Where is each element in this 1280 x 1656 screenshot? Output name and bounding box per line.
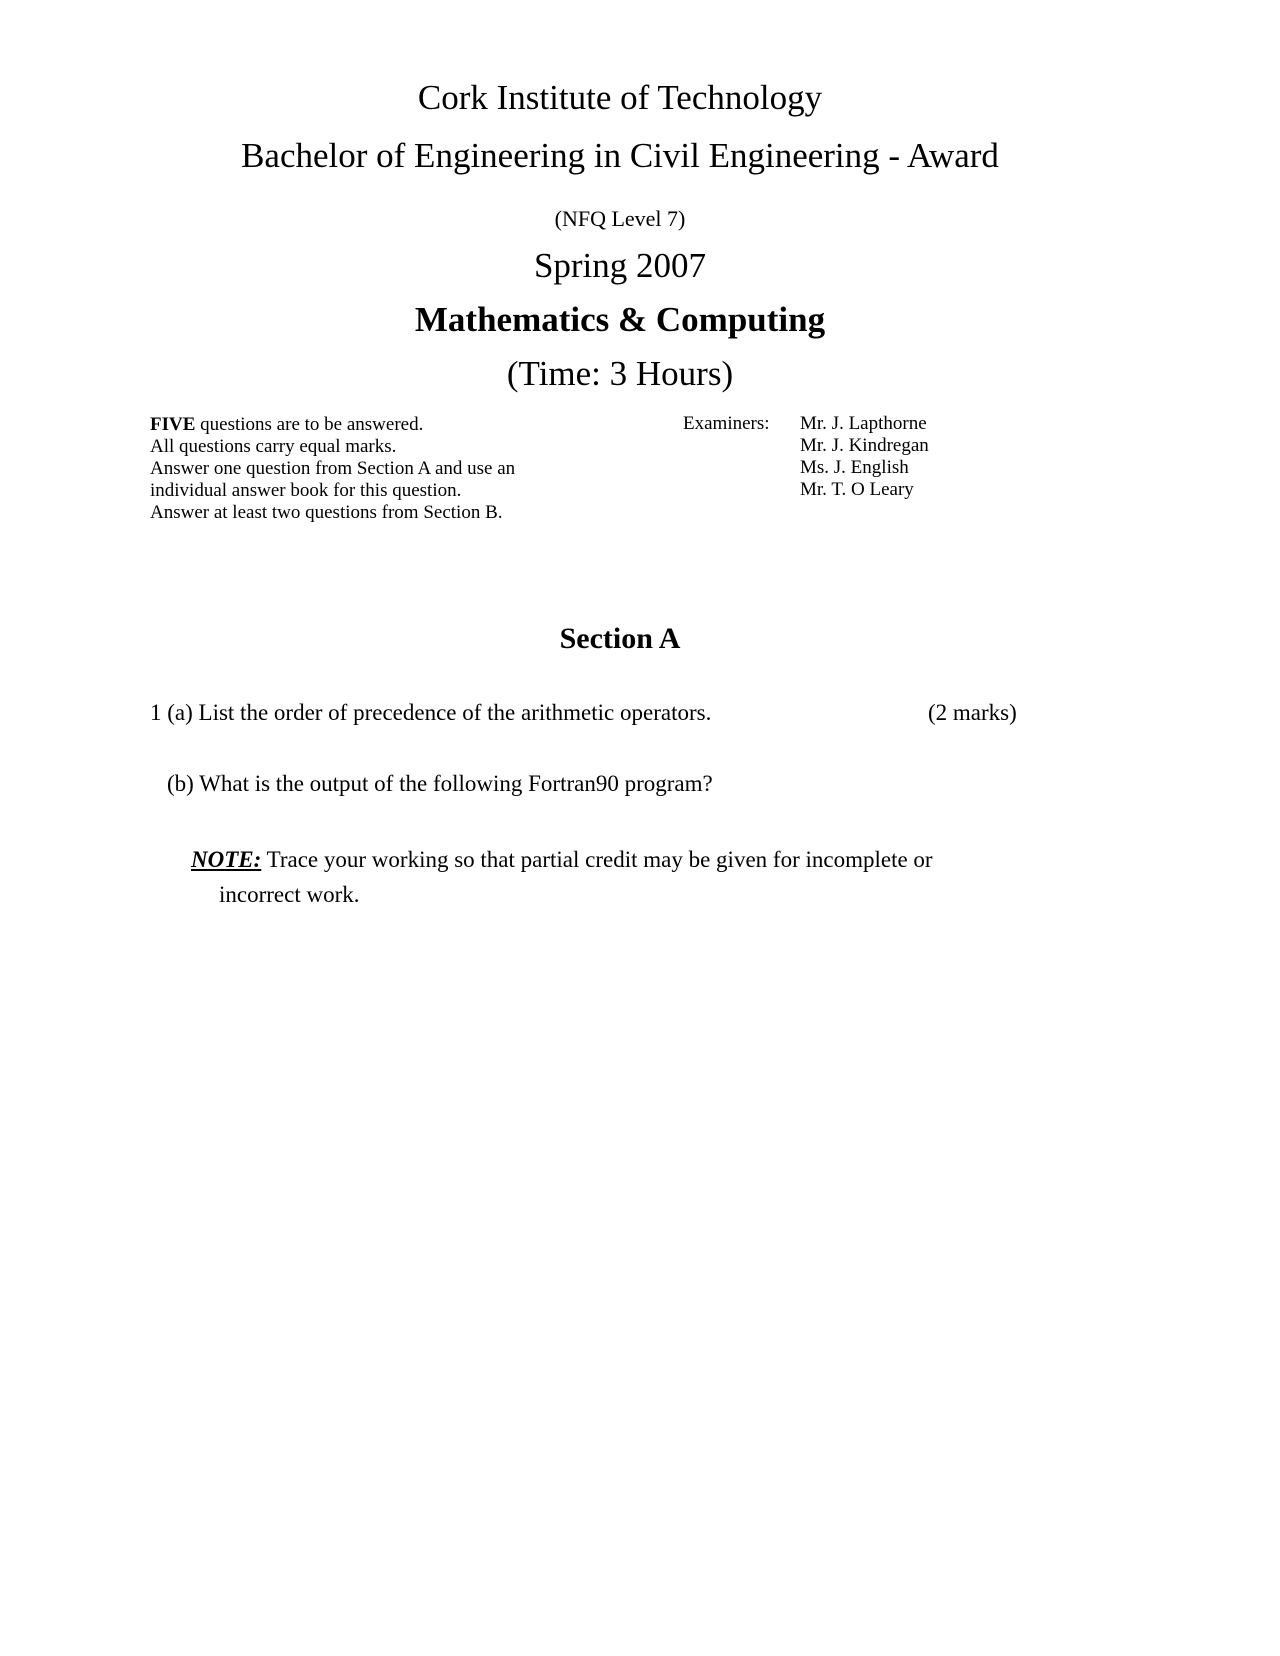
instruction-line-1: [150, 414, 515, 436]
note-label: NOTE:: [191, 847, 262, 872]
nfq-level: (NFQ Level 7): [554, 206, 686, 231]
examiners-label: Examiners:: [683, 413, 770, 434]
note-text: Trace your working so that partial credit may be given for incomplete or: [261, 847, 933, 872]
instruction-line-4: individual answer book for this question.: [150, 480, 462, 501]
examiner-name: Ms. J. English: [800, 457, 909, 478]
exam-term: Spring 2007: [533, 246, 707, 285]
examiner-name: Mr. J. Kindregan: [800, 435, 929, 456]
instruction-line-5: Answer at least two questions from Section B.: [150, 502, 503, 523]
programme-title: Bachelor of Engineering in Civil Engineering - Award: [241, 136, 999, 175]
examiners-list: [800, 413, 929, 501]
exam-instructions: [150, 414, 515, 524]
question-1b: (b) What is the output of the following Fortran90 program?: [167, 771, 713, 796]
instruction-line-2: All questions carry equal marks.: [150, 436, 397, 457]
examiner-name: Mr. J. Lapthorne: [800, 413, 927, 434]
instruction-line-1-rest: questions are to be answered.: [195, 414, 424, 435]
examiner-name: Mr. T. O Leary: [800, 479, 914, 500]
note-block: [191, 842, 991, 912]
question-1a-marks: (2 marks): [928, 700, 1017, 725]
exam-duration: (Time: 3 Hours): [506, 354, 734, 393]
question-1a: 1 (a) List the order of precedence of the arithmetic operators.: [150, 700, 712, 725]
note-line-1: [191, 842, 991, 877]
section-a-heading: Section A: [559, 622, 681, 655]
instruction-line-3: Answer one question from Section A and use an: [150, 458, 516, 479]
institute-name: Cork Institute of Technology: [417, 78, 823, 117]
note-line-2: incorrect work.: [219, 882, 360, 907]
instruction-emphasis: FIVE: [150, 414, 196, 435]
subject-title: Mathematics & Computing: [414, 300, 826, 339]
